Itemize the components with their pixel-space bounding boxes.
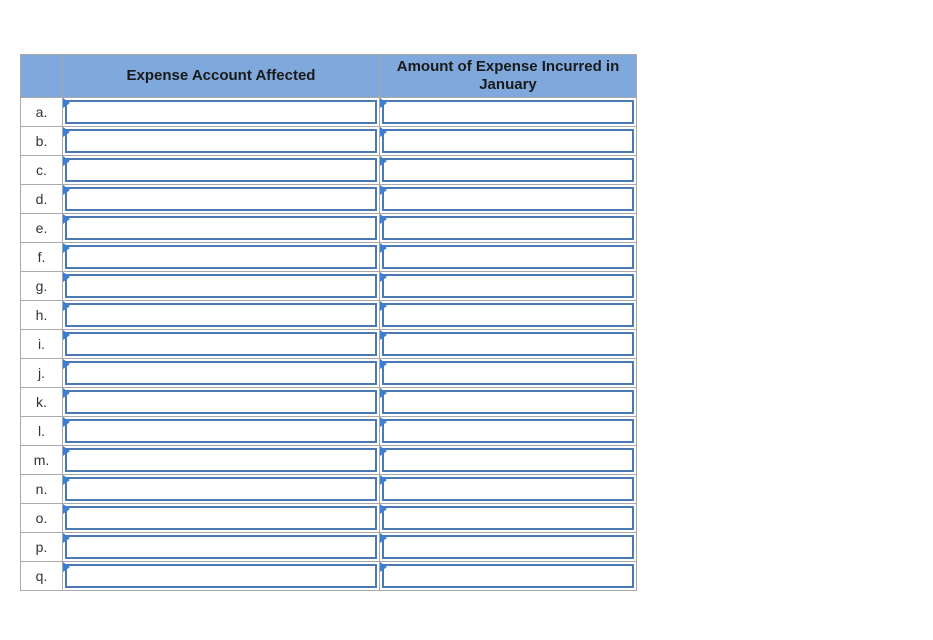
- amount-cell: [380, 330, 637, 359]
- row-label: h.: [21, 301, 63, 330]
- triangle-right-icon: [380, 504, 387, 514]
- triangle-right-icon: [63, 127, 70, 137]
- expense-amount-input[interactable]: [382, 535, 634, 559]
- triangle-right-icon: [63, 214, 70, 224]
- expense-amount-input[interactable]: [382, 448, 634, 472]
- triangle-right-icon: [380, 243, 387, 253]
- row-label: e.: [21, 214, 63, 243]
- account-cell: [63, 272, 380, 301]
- account-cell: [63, 243, 380, 272]
- row-label: i.: [21, 330, 63, 359]
- row-label: d.: [21, 185, 63, 214]
- triangle-right-icon: [380, 185, 387, 195]
- row-label: m.: [21, 446, 63, 475]
- amount-cell: [380, 417, 637, 446]
- account-cell: [63, 388, 380, 417]
- expense-amount-input[interactable]: [382, 100, 634, 124]
- triangle-right-icon: [380, 388, 387, 398]
- triangle-right-icon: [380, 127, 387, 137]
- row-label: j.: [21, 359, 63, 388]
- triangle-right-icon: [63, 475, 70, 485]
- triangle-right-icon: [380, 272, 387, 282]
- account-cell: [63, 214, 380, 243]
- account-cell: [63, 359, 380, 388]
- table-row: [21, 272, 637, 301]
- triangle-right-icon: [63, 359, 70, 369]
- expense-account-input[interactable]: [65, 332, 377, 356]
- triangle-right-icon: [380, 475, 387, 485]
- triangle-right-icon: [63, 417, 70, 427]
- triangle-right-icon: [63, 330, 70, 340]
- expense-account-input[interactable]: [65, 216, 377, 240]
- expense-account-input[interactable]: [65, 274, 377, 298]
- header-expense-account: Expense Account Affected: [63, 55, 380, 98]
- amount-cell: [380, 127, 637, 156]
- triangle-right-icon: [380, 98, 387, 108]
- account-cell: [63, 504, 380, 533]
- account-cell: [63, 417, 380, 446]
- row-label: c.: [21, 156, 63, 185]
- expense-amount-input[interactable]: [382, 245, 634, 269]
- expense-account-input[interactable]: [65, 564, 377, 588]
- triangle-right-icon: [380, 446, 387, 456]
- account-cell: [63, 185, 380, 214]
- expense-account-input[interactable]: [65, 448, 377, 472]
- table-row: [21, 98, 637, 127]
- table-row: [21, 330, 637, 359]
- expense-account-input[interactable]: [65, 187, 377, 211]
- expense-amount-input[interactable]: [382, 361, 634, 385]
- row-label: q.: [21, 562, 63, 591]
- expense-amount-input[interactable]: [382, 390, 634, 414]
- expense-amount-input[interactable]: [382, 187, 634, 211]
- account-cell: [63, 98, 380, 127]
- expense-table: [20, 54, 637, 591]
- triangle-right-icon: [63, 301, 70, 311]
- amount-cell: [380, 562, 637, 591]
- expense-amount-input[interactable]: [382, 129, 634, 153]
- amount-cell: [380, 446, 637, 475]
- amount-cell: [380, 533, 637, 562]
- table-row: [21, 533, 637, 562]
- expense-amount-input[interactable]: [382, 477, 634, 501]
- expense-amount-input[interactable]: [382, 564, 634, 588]
- expense-amount-input[interactable]: [382, 506, 634, 530]
- table-row: [21, 504, 637, 533]
- expense-account-input[interactable]: [65, 506, 377, 530]
- amount-cell: [380, 359, 637, 388]
- triangle-right-icon: [63, 562, 70, 572]
- expense-account-input[interactable]: [65, 245, 377, 269]
- triangle-right-icon: [380, 156, 387, 166]
- account-cell: [63, 301, 380, 330]
- amount-cell: [380, 185, 637, 214]
- account-cell: [63, 330, 380, 359]
- account-cell: [63, 533, 380, 562]
- triangle-right-icon: [380, 330, 387, 340]
- expense-amount-input[interactable]: [382, 158, 634, 182]
- expense-amount-input[interactable]: [382, 216, 634, 240]
- account-cell: [63, 562, 380, 591]
- amount-cell: [380, 156, 637, 185]
- triangle-right-icon: [380, 359, 387, 369]
- row-label: a.: [21, 98, 63, 127]
- triangle-right-icon: [63, 388, 70, 398]
- expense-account-input[interactable]: [65, 535, 377, 559]
- expense-account-input[interactable]: [65, 303, 377, 327]
- expense-account-input[interactable]: [65, 129, 377, 153]
- amount-cell: [380, 388, 637, 417]
- triangle-right-icon: [63, 504, 70, 514]
- account-cell: [63, 475, 380, 504]
- table-row: [21, 562, 637, 591]
- triangle-right-icon: [63, 533, 70, 543]
- triangle-right-icon: [380, 301, 387, 311]
- triangle-right-icon: [63, 272, 70, 282]
- triangle-right-icon: [63, 185, 70, 195]
- row-label: o.: [21, 504, 63, 533]
- row-label: p.: [21, 533, 63, 562]
- triangle-right-icon: [380, 214, 387, 224]
- triangle-right-icon: [380, 417, 387, 427]
- account-cell: [63, 127, 380, 156]
- expense-account-input[interactable]: [65, 419, 377, 443]
- triangle-right-icon: [63, 156, 70, 166]
- table-row: [21, 475, 637, 504]
- triangle-right-icon: [63, 446, 70, 456]
- amount-cell: [380, 504, 637, 533]
- expense-amount-input[interactable]: [382, 419, 634, 443]
- account-cell: [63, 446, 380, 475]
- expense-account-input[interactable]: [65, 390, 377, 414]
- triangle-right-icon: [63, 98, 70, 108]
- table-body: [21, 98, 637, 591]
- triangle-right-icon: [380, 533, 387, 543]
- amount-cell: [380, 214, 637, 243]
- amount-cell: [380, 243, 637, 272]
- amount-cell: [380, 272, 637, 301]
- header-row: [21, 55, 637, 98]
- expense-account-input[interactable]: [65, 100, 377, 124]
- expense-amount-input[interactable]: [382, 303, 634, 327]
- table-row: [21, 359, 637, 388]
- table-row: [21, 214, 637, 243]
- table-row: [21, 388, 637, 417]
- table-row: [21, 156, 637, 185]
- expense-account-input[interactable]: [65, 158, 377, 182]
- header-expense-amount: Amount of Expense Incurred in January: [380, 55, 637, 98]
- row-label: g.: [21, 272, 63, 301]
- row-label: k.: [21, 388, 63, 417]
- row-label: n.: [21, 475, 63, 504]
- table-row: [21, 446, 637, 475]
- amount-cell: [380, 475, 637, 504]
- table-row: [21, 301, 637, 330]
- amount-cell: [380, 301, 637, 330]
- table-row: [21, 243, 637, 272]
- table-row: [21, 417, 637, 446]
- expense-amount-input[interactable]: [382, 274, 634, 298]
- table-row: [21, 127, 637, 156]
- expense-account-input[interactable]: [65, 361, 377, 385]
- expense-amount-input[interactable]: [382, 332, 634, 356]
- expense-account-input[interactable]: [65, 477, 377, 501]
- row-label: l.: [21, 417, 63, 446]
- amount-cell: [380, 98, 637, 127]
- account-cell: [63, 156, 380, 185]
- row-label: f.: [21, 243, 63, 272]
- header-corner-cell: [21, 55, 63, 98]
- row-label: b.: [21, 127, 63, 156]
- table-row: [21, 185, 637, 214]
- triangle-right-icon: [380, 562, 387, 572]
- triangle-right-icon: [63, 243, 70, 253]
